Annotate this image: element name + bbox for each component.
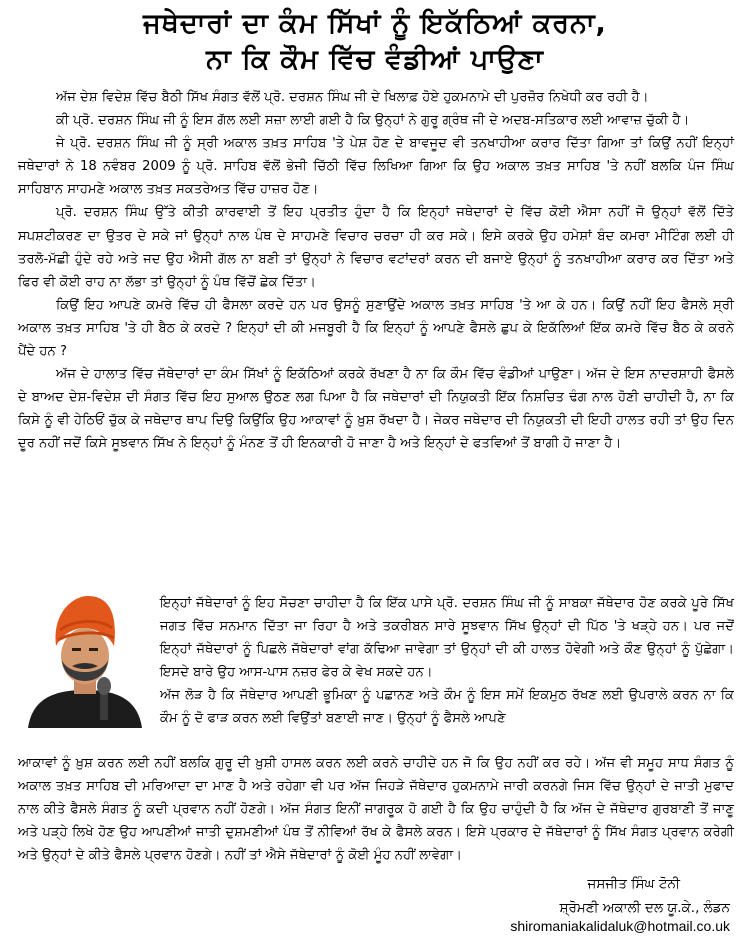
author-organization: ਸ਼੍ਰੋਮਣੀ ਅਕਾਲੀ ਦਲ ਯੂ.ਕੇ., ਲੰਡਨ: [559, 900, 730, 916]
closing-text-block: [18, 752, 734, 867]
paragraph-2: ਕੀ ਪ੍ਰੋ. ਦਰਸ਼ਨ ਸਿੰਘ ਜੀ ਨੂੰ ਇਸ ਗੱਲ ਲਈ ਸਜ਼ਾ ਲਾਈ ਗਈ ਹੈ ਕਿ ਉਨ੍ਹਾਂ ਨੇ ਗੁਰੂ ਗ੍ਰੰਥ ਜੀ ਦੇ ਅਦਬ-ਸਤਿਕਾਰ ਲਈ ਆਵਾਜ਼ ਚੁੱਕੀ ਹੈ।: [56, 113, 690, 129]
author-portrait-image: [22, 590, 148, 728]
paragraph-1: ਅੱਜ ਦੇਸ਼ ਵਿਦੇਸ਼ ਵਿੱਚ ਬੈਠੀ ਸਿੱਖ ਸੰਗਤ ਵੱਲੋਂ ਪ੍ਰੋ. ਦਰਸ਼ਨ ਸਿੰਘ ਜੀ ਦੇ ਖਿਲਾਫ਼ ਹੋਏ ਹੁਕਮਨਾਮੇ ਦੀ ਪੁਰਜ਼ੋਰ ਨਿਖੇਧੀ ਕਰ ਰਹੀ ਹੈ।: [56, 90, 649, 105]
paragraph-5: ਕਿਉਂ ਇਹ ਆਪਣੇ ਕਮਰੇ ਵਿੱਚ ਹੀ ਫੈਸਲਾ ਕਰਦੇ ਹਨ ਪਰ ਉਸਨੂੰ ਸੁਣਾਉਂਦੇ ਅਕਾਲ ਤਖ਼ਤ ਸਾਹਿਬ 'ਤੇ ਆ ਕੇ ਹਨ। ਕਿਉਂ ਨਹੀਂ ਇਹ ਫੈਸਲੇ ਸ੍ਰੀ ਅਕਾਲ ਤਖ਼ਤ ਸਾਹਿਬ 'ਤੇ ਹੀ ਬੈਠ ਕੇ ਕਰਦੇ ? ਇਨ੍ਹਾਂ ਦੀ ਕੀ ਮਜਬੂਰੀ ਹੈ ਕਿ ਇਨ੍ਹਾਂ ਨੂੰ ਆਪਣੇ ਫੈਸਲੇ ਛੁਪ ਕੇ ਇਕੱਲਿਆਂ ਇੱਕ ਕਮਰੇ ਵਿੱਚ ਬੈਠ ਕੇ ਕਰਨੇ ਪੈਂਦੇ ਹਨ ?: [18, 297, 734, 360]
paragraph-6: ਅੱਜ ਦੇ ਹਾਲਾਤ ਵਿੱਚ ਜੱਥੇਦਾਰਾਂ ਦਾ ਕੰਮ ਸਿੱਖਾਂ ਨੂੰ ਇਕੱਠਿਆਂ ਕਰਕੇ ਰੱਖਣਾ ਹੈ ਨਾ ਕਿ ਕੌਮ ਵਿੱਚ ਵੰਡੀਆਂ ਪਾਉਣਾ। ਅੱਜ ਦੇ ਇਸ ਨਾਦਰਸ਼ਾਹੀ ਫੈਸਲੇ ਦੇ ਬਾਅਦ ਦੇਸ਼-ਵਿਦੇਸ਼ ਦੀ ਸੰਗਤ ਵਿੱਚ ਇਹ ਸੁਆਲ ਉਠਣ ਲਗ ਪਿਆ ਹੈ ਕਿ ਜਥੇਦਾਰਾਂ ਦੀ ਨਿਯੁਕਤੀ ਇੱਕ ਨਿਸ਼ਚਿਤ ਢੰਗ ਨਾਲ ਹੋਣੀ ਚਾਹੀਦੀ ਹੈ, ਨਾ ਕਿ ਕਿਸੇ ਨੂੰ ਵੀ ਹੇਠਿਓਂ ਚੁੱਕ ਕੇ ਜਥੇਦਾਰ ਥਾਪ ਦਿਉ ਕਿਉਂਕਿ ਉਹ ਆਕਾਵਾਂ ਨੂੰ ਖ਼ੁਸ਼ ਰੱਖਦਾ ਹੈ। ਜੇਕਰ ਜਥੇਦਾਰ ਦੀ ਨਿਯੁਕਤੀ ਦੀ ਇਹੀ ਹਾਲਤ ਰਹੀ ਤਾਂ ਉਹ ਦਿਨ ਦੂਰ ਨਹੀਂ ਜਦੋਂ ਕਿਸੇ ਸੂਝਵਾਨ ਸਿੱਖ ਨੇ ਇਨ੍ਹਾਂ ਨੂੰ ਮੰਨਣ ਤੋਂ ਹੀ ਇਨਕਾਰੀ ਹੋ ਜਾਣਾ ਹੈ ਅਤੇ ਇਨ੍ਹਾਂ ਦੇ ਫਤਵਿਆਂ ਤੋਂ ਬਾਗੀ ਹੋ ਜਾਣਾ ਹੈ।: [18, 367, 734, 452]
author-name: ਜਸਜੀਤ ਸਿੰਘ ਟੋਨੀ: [587, 876, 680, 892]
paragraph-3: ਜੇ ਪ੍ਰੋ. ਦਰਸ਼ਨ ਸਿੰਘ ਜੀ ਨੂੰ ਸ੍ਰੀ ਅਕਾਲ ਤਖ਼ਤ ਸਾਹਿਬ 'ਤੇ ਪੇਸ਼ ਹੋਣ ਦੇ ਬਾਵਜੂਦ ਵੀ ਤਨਖਾਹੀਆ ਕਰਾਰ ਦਿੱਤਾ ਗਿਆ ਤਾਂ ਕਿਉਂ ਨਹੀਂ ਇਨ੍ਹਾਂ ਜਥੇਦਾਰਾਂ ਨੇ 18 ਨਵੰਬਰ 2009 ਨੂੰ ਪ੍ਰੋ. ਸਾਹਿਬ ਵੱਲੋਂ ਭੇਜੀ ਚਿੱਠੀ ਵਿੱਚ ਲਿਖਿਆ ਗਿਆ ਕਿ ਉਹ ਅਕਾਲ ਤਖ਼ਤ ਸਾਹਿਬ 'ਤੇ ਨਹੀਂ ਬਲਕਿ ਪੰਜ ਸਿੰਘ ਸਾਹਿਬਾਨ ਸਾਹਮਣੇ ਅਕਾਲ ਤਖ਼ਤ ਸਕਤਰੇਅਤ ਵਿੱਚ ਹਾਜ਼ਰ ਹੋਣ।: [18, 136, 734, 198]
author-email[interactable]: shiromaniakalidaluk@hotmail.co.uk: [510, 918, 730, 934]
title-line-2: ਨਾ ਕਿ ਕੌਮ ਵਿੱਚ ਵੰਡੀਆਂ ਪਾਉਣਾ: [206, 44, 544, 75]
paragraph-8: ਅੱਜ ਲੋੜ ਹੈ ਕਿ ਜੱਥੇਦਾਰ ਆਪਣੀ ਭੂਮਿਕਾ ਨੂੰ ਪਛਾਨਣ ਅਤੇ ਕੌਮ ਨੂੰ ਇਸ ਸਮੇਂ ਇਕਮੁਠ ਰੱਖਣ ਲਈ ਉਪਰਾਲੇ ਕਰਨ ਨਾ ਕਿ ਕੌਮ ਨੂੰ ਦੋ ਫਾੜ ਕਰਨ ਲਈ ਵਿਉਂਤਾਂ ਬਣਾਈ ਜਾਣ। ਉਨ੍ਹਾਂ ਨੂੰ ਫੈਸਲੇ ਆਪਣੇ: [160, 688, 734, 727]
article-body: [18, 86, 734, 456]
title-line-1: ਜਥੇਦਾਰਾਂ ਦਾ ਕੰਮ ਸਿੱਖਾਂ ਨੂੰ ਇਕੱਠਿਆਂ ਕਰਨਾ,: [143, 8, 607, 39]
paragraph-4: ਪ੍ਰੋ. ਦਰਸ਼ਨ ਸਿੰਘ ਉੱਤੇ ਕੀਤੀ ਕਾਰਵਾਈ ਤੋਂ ਇਹ ਪ੍ਰਤੀਤ ਹੁੰਦਾ ਹੈ ਕਿ ਇਨ੍ਹਾਂ ਜਥੇਦਾਰਾਂ ਦੇ ਵਿੱਚ ਕੋਈ ਐਸਾ ਨਹੀਂ ਜੋ ਉਨ੍ਹਾਂ ਵੱਲੋਂ ਦਿੱਤੇ ਸਪਸ਼ਟੀਕਰਣ ਦਾ ਉਤਰ ਦੇ ਸਕੇ ਜਾਂ ਉਨ੍ਹਾਂ ਨਾਲ ਪੰਥ ਦੇ ਸਾਹਮਣੇ ਵਿਚਾਰ ਚਰਚਾ ਹੀ ਕਰ ਸਕੇ। ਇਸੇ ਕਰਕੇ ਉਹ ਹਮੇਸ਼ਾਂ ਬੰਦ ਕਮਰਾ ਮੀਟਿੰਗ ਲਈ ਹੀ ਤਰਲੋ-ਮੱਛੀ ਹੁੰਦੇ ਰਹੇ ਅਤੇ ਜਦ ਉਹ ਐਸੀ ਗੱਲ ਨਾ ਬਣੀ ਤਾਂ ਉਨ੍ਹਾਂ ਨੇ ਵਿਚਾਰ ਵਟਾਂਦਰਾਂ ਕਰਨ ਦੀ ਬਜਾਏ ਉਨ੍ਹਾਂ ਨੂੰ ਤਨਖਾਹੀਆ ਕਰਾਰ ਕਰ ਦਿੱਤਾ ਅਤੇ ਫਿਰ ਵੀ ਕੋਈ ਰਾਹ ਨਾ ਲੱਭਾ ਤਾਂ ਉਨ੍ਹਾਂ ਨੂੰ ਪੰਥ ਵਿੱਚੋਂ ਛੇਕ ਦਿੱਤਾ।: [18, 205, 734, 290]
paragraph-9: ਆਕਾਵਾਂ ਨੂੰ ਖ਼ੁਸ਼ ਕਰਨ ਲਈ ਨਹੀਂ ਬਲਕਿ ਗੁਰੂ ਦੀ ਖ਼ੁਸ਼ੀ ਹਾਸਲ ਕਰਨ ਲਈ ਕਰਨੇ ਚਾਹੀਦੇ ਹਨ ਜੋ ਕਿ ਉਹ ਨਹੀਂ ਕਰ ਰਹੇ। ਅੱਜ ਵੀ ਸਮੂਹ ਸਾਧ ਸੰਗਤ ਨੂੰ ਅਕਾਲ ਤਖ਼ਤ ਸਾਹਿਬ ਦੀ ਮਰਿਆਦਾ ਦਾ ਮਾਣ ਹੈ ਅਤੇ ਰਹੇਗਾ ਵੀ ਪਰ ਅੱਜ ਜਿਹੜੇ ਜੱਥੇਦਾਰ ਹੁਕਮਨਾਮੇ ਜਾਰੀ ਕਰਨਗੇ ਜਿਸ ਵਿੱਚ ਉਨ੍ਹਾਂ ਦੇ ਜਾਤੀ ਮੁਫਾਦ ਨਾਲ ਕੀਤੇ ਫੈਸਲੇ ਸੰਗਤ ਨੂੰ ਕਦੀ ਪ੍ਰਵਾਨ ਨਹੀਂ ਹੋਣਗੇ। ਅੱਜ ਸੰਗਤ ਇਨੀਂ ਜਾਗਰੂਕ ਹੋ ਗਈ ਹੈ ਕਿ ਉਹ ਚਾਹੁੰਦੀ ਹੈ ਕਿ ਅੱਜ ਦੇ ਜੱਥੇਦਾਰ ਗੁਰਬਾਣੀ ਤੋਂ ਜਾਣੂ ਅਤੇ ਪੜ੍ਹੇ ਲਿਖੇ ਹੋਣ ਉਹ ਆਪਣੀਆਂ ਜਾਤੀ ਦੁਸ਼ਮਣੀਆਂ ਪੰਥ ਤੋਂ ਨੀਵਿਆਂ ਰੱਖ ਕੇ ਫੈਸਲੇ ਕਰਨ। ਇਸੇ ਪ੍ਰਕਾਰ ਦੇ ਜੱਥੇਦਾਰਾਂ ਨੂੰ ਸਿੱਖ ਸੰਗਤ ਪ੍ਰਵਾਨ ਕਰੇਗੀ ਅਤੇ ਉਨ੍ਹਾਂ ਦੇ ਕੀਤੇ ਫੈਸਲੇ ਪ੍ਰਵਾਨ ਹੋਣਗੇ। ਨਹੀਂ ਤਾਂ ਐਸੇ ਜੱਥੇਦਾਰਾਂ ਨੂੰ ਕੋਈ ਮੂੰਹ ਨਹੀਂ ਲਾਵੇਗਾ।: [18, 756, 734, 864]
author-photo: [22, 590, 148, 728]
paragraph-7: ਇਨ੍ਹਾਂ ਜੱਥੇਦਾਰਾਂ ਨੂੰ ਇਹ ਸੋਚਣਾ ਚਾਹੀਦਾ ਹੈ ਕਿ ਇੱਕ ਪਾਸੇ ਪ੍ਰੋ. ਦਰਸ਼ਨ ਸਿੰਘ ਜੀ ਨੂੰ ਸਾਬਕਾ ਜੱਥੇਦਾਰ ਹੋਣ ਕਰਕੇ ਪੂਰੇ ਸਿੱਖ ਜਗਤ ਵਿੱਚ ਸਨਮਾਨ ਦਿੱਤਾ ਜਾ ਰਿਹਾ ਹੈ ਅਤੇ ਤਕਰੀਬਨ ਸਾਰੇ ਸੂਝਵਾਨ ਸਿੱਖ ਉਨ੍ਹਾਂ ਦੀ ਪਿੱਠ 'ਤੇ ਖੜ੍ਹੇ ਹਨ। ਪਰ ਜਦੋਂ ਇਨ੍ਹਾਂ ਜੱਥੇਦਾਰਾਂ ਨੂੰ ਪਿਛਲੇ ਜੱਥੇਦਾਰਾਂ ਵਾਂਗ ਕੱਢਿਆ ਜਾਵੇਗਾ ਤਾਂ ਉਨ੍ਹਾਂ ਦੀ ਕੀ ਹਾਲਤ ਹੋਵੇਗੀ ਅਤੇ ਕੌਣ ਉਨ੍ਹਾਂ ਨੂੰ ਪੁੱਛੇਗਾ। ਇਸਦੇ ਬਾਰੇ ਉਹ ਆਸ-ਪਾਸ ਨਜ਼ਰ ਫੇਰ ਕੇ ਵੇਖ ਸਕਦੇ ਹਨ।: [160, 596, 734, 681]
article-title: [0, 6, 750, 78]
wrapped-text-block: [160, 592, 734, 731]
